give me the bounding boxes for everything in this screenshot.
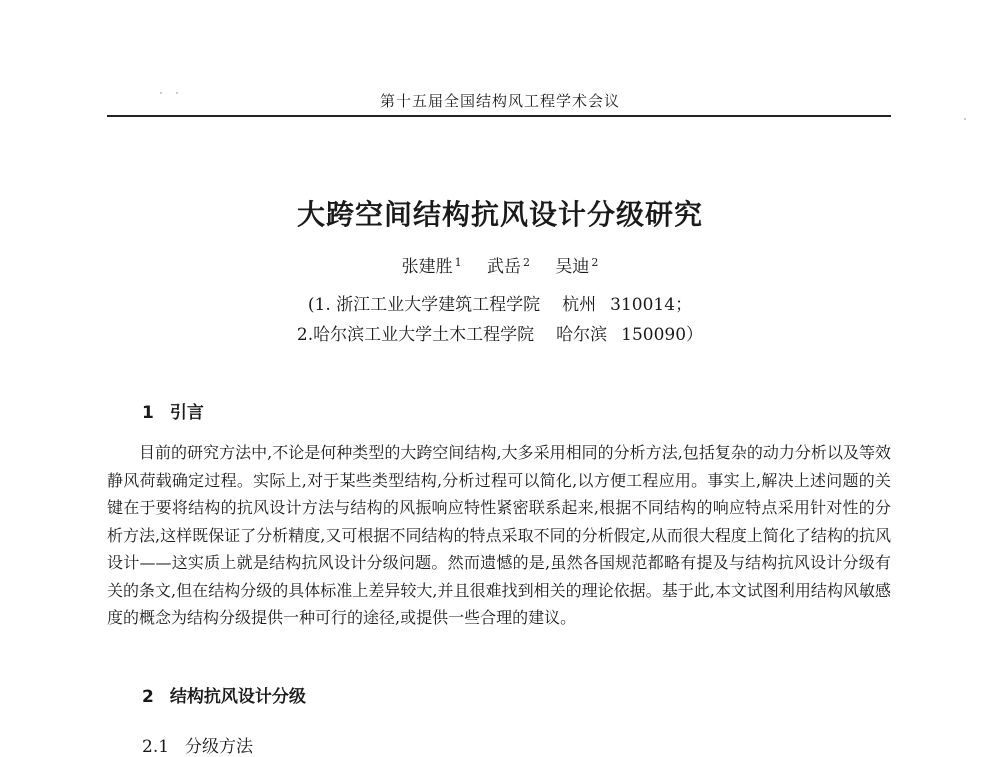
author-name: 张建胜: [401, 257, 453, 277]
section-heading: [142, 398, 204, 423]
affiliation: [0, 320, 1000, 345]
affiliation-org: 浙江工业大学建筑工程学院: [336, 295, 541, 315]
header-rule: [107, 115, 891, 117]
author-affiliation-mark: 2: [523, 256, 530, 269]
affiliation-postcode: 310014；: [610, 295, 693, 315]
affiliation-city: 哈尔滨: [556, 325, 608, 345]
running-header: 第十五届全国结构风工程学术会议: [379, 92, 620, 110]
section-number: 1: [142, 403, 154, 423]
scan-speck: [964, 118, 966, 120]
affiliation-prefix: (1.: [307, 295, 331, 315]
author: [402, 257, 462, 277]
affiliation-postcode: 150090）: [621, 325, 704, 345]
author-list: [0, 252, 1000, 277]
section-heading: [142, 682, 306, 707]
body-paragraph: 目前的研究方法中,不论是何种类型的大跨空间结构,大多采用相同的分析方法,包括复杂的动力分析以及等效静风荷载确定过程。实际上,对于某些类型结构,分析过程可以简化,以方便工程应用。事实上,解决上述问题的关键在于要将结构的抗风设计方法与结构的风振响应特性紧密联系起来,根据不同结构的响应特点采用针对性的分析方法,这样既保证了分析精度,又可根据不同结构的特点采取不同的分析假定,从而很大程度上简化了结构的抗风设计——这实质上就是结构抗风设计分级问题。然而遗憾的是,虽然各国规范都略有提及与结构抗风设计分级有关的条文,但在结构分级的具体标准上差异较大,并且很难找到相关的理论依据。基于此,本文试图利用结构风敏感度的概念为结构分级提供一种可行的途径,或提供一些合理的建议。: [107, 443, 891, 627]
author-affiliation-mark: 1: [454, 256, 462, 269]
paper-title: 大跨空间结构抗风设计分级研究: [296, 198, 703, 231]
affiliation-city: 杭州: [562, 295, 597, 315]
affiliation-prefix: 2.: [296, 325, 314, 345]
subsection-title: 分级方法: [185, 737, 254, 757]
section-number: 2: [142, 687, 154, 707]
author: [487, 257, 530, 277]
subsection-number: 2.1: [142, 737, 170, 757]
affiliation-org: 哈尔滨工业大学土木工程学院: [313, 325, 535, 345]
author-name: 吴迪: [555, 257, 590, 277]
section-title: 引言: [169, 403, 204, 423]
affiliation: [0, 290, 1000, 315]
author-affiliation-mark: 2: [591, 256, 599, 269]
section-title: 结构抗风设计分级: [169, 687, 306, 707]
subsection-heading: [142, 732, 253, 757]
author: [555, 257, 598, 277]
author-name: 武岳: [487, 257, 521, 277]
